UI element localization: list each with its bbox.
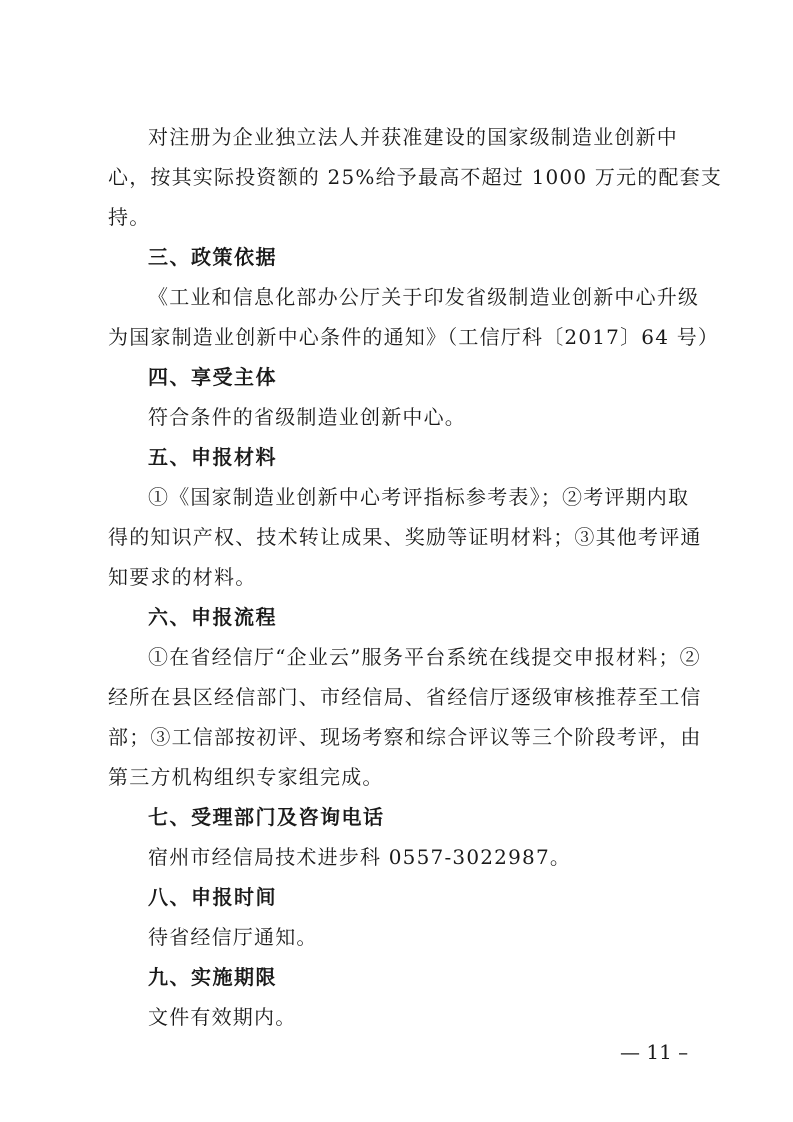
section-4-heading: 四、享受主体 [148,365,277,389]
section-8-heading: 八、申报时间 [148,885,277,909]
section-6-line-3: 部；③工信部按初评、现场考察和综合评议等三个阶段考评，由 [108,725,702,749]
section-9-heading: 九、实施期限 [148,965,277,989]
section-5-heading: 五、申报材料 [148,445,277,469]
section-5-line-2: 得的知识产权、技术转让成果、奖励等证明材料；③其他考评通 [108,525,702,549]
section-6-line-1: ①在省经信厅“企业云”服务平台系统在线提交申报材料；② [148,645,701,669]
section-9-line-1: 文件有效期内。 [148,1005,297,1029]
intro-line-3: 持。 [108,205,151,229]
page-number: — 11 – [620,1040,689,1064]
section-5-line-3: 知要求的材料。 [108,565,257,589]
section-6-line-4: 第三方机构组织专家组完成。 [108,765,384,789]
intro-line-2: 心，按其实际投资额的 25%给予最高不超过 1000 万元的配套支 [108,165,723,189]
section-6-line-2: 经所在县区经信部门、市经信局、省经信厅逐级审核推荐至工信 [108,685,702,709]
section-3-line-1: 《工业和信息化部办公厅关于印发省级制造业创新中心升级 [148,285,700,309]
section-5-line-1: ①《国家制造业创新中心考评指标参考表》；②考评期内取 [148,485,690,509]
section-4-line-1: 符合条件的省级制造业创新中心。 [148,405,466,429]
section-7-line-1: 宿州市经信局技术进步科 0557-3022987。 [148,845,572,869]
section-7-heading: 七、受理部门及咨询电话 [148,805,385,829]
section-8-line-1: 待省经信厅通知。 [148,925,318,949]
section-3-heading: 三、政策依据 [148,245,277,269]
section-3-line-2: 为国家制造业创新中心条件的通知》（工信厅科〔2017〕64 号） [108,325,720,349]
section-6-heading: 六、申报流程 [148,605,277,629]
intro-line-1: 对注册为企业独立法人并获准建设的国家级制造业创新中 [148,125,678,149]
